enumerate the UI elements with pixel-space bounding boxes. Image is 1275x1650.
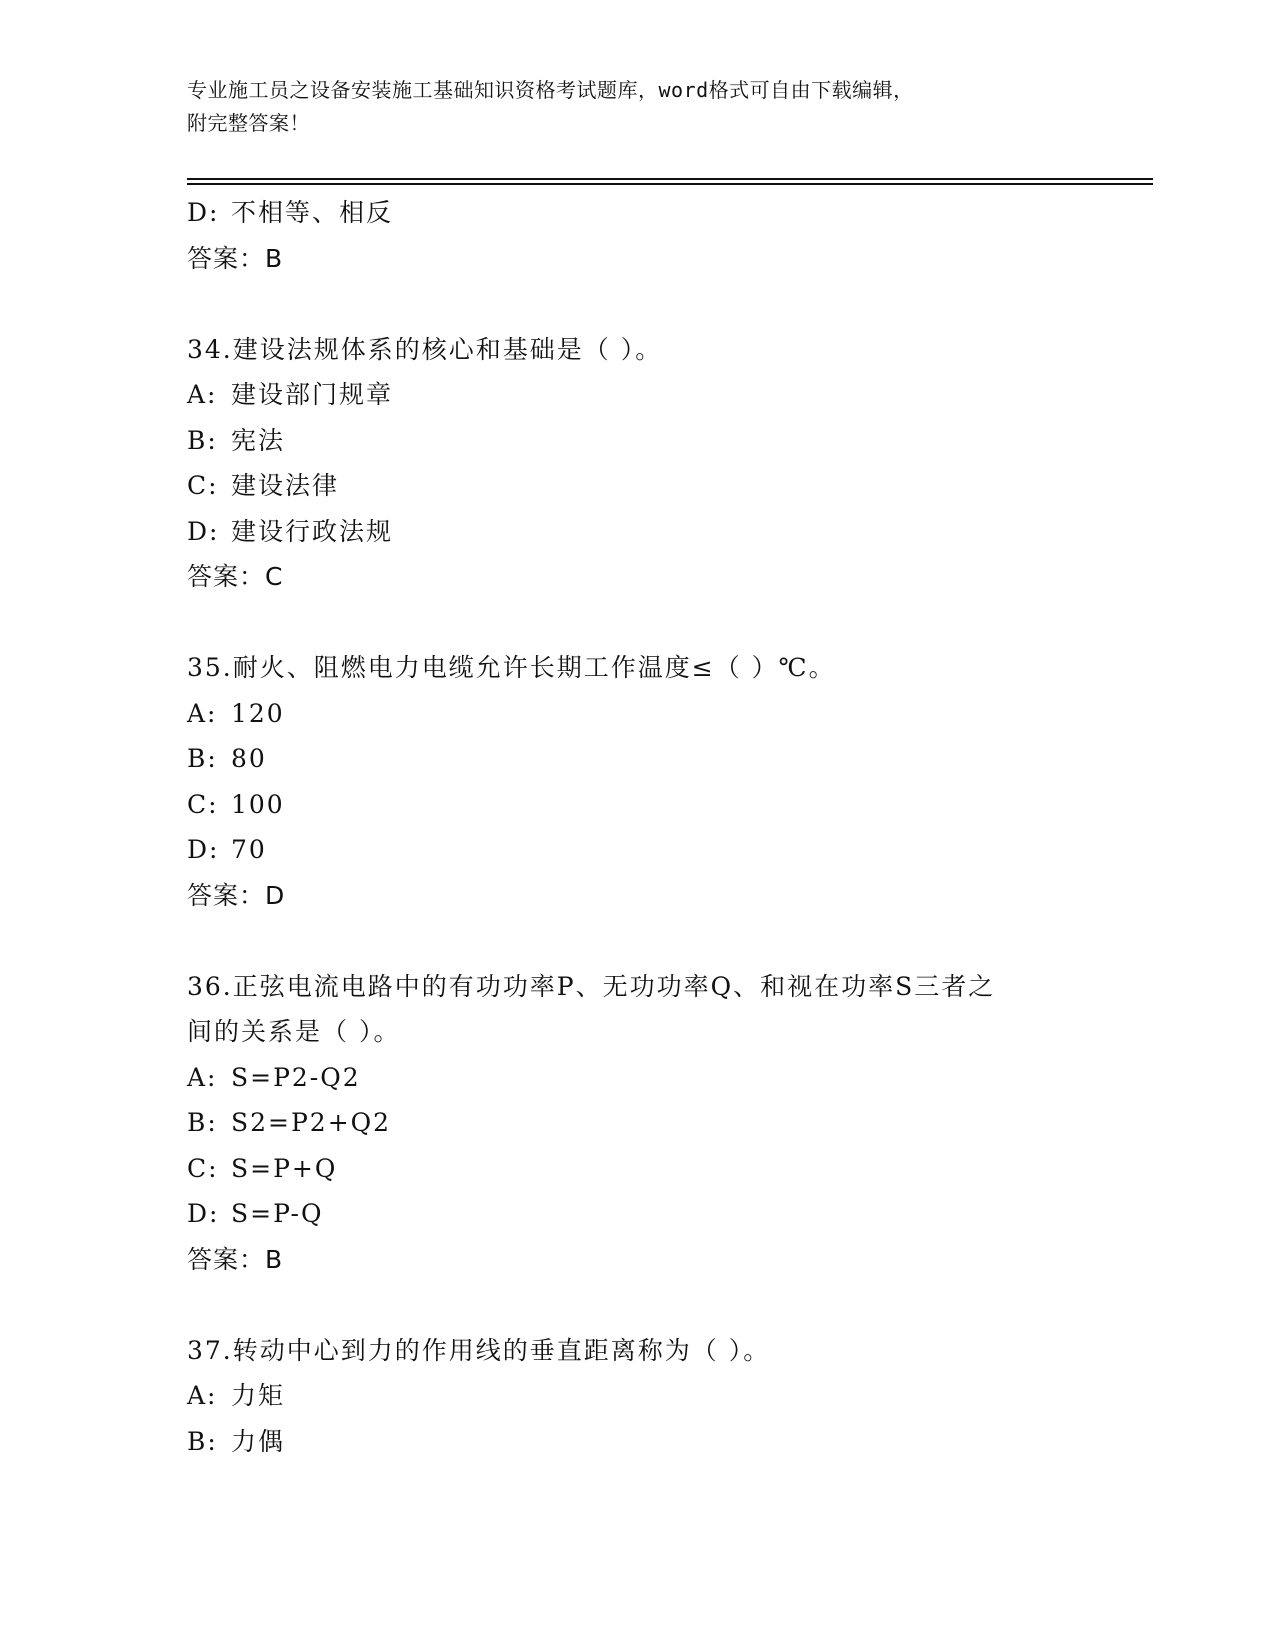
option-line bbox=[187, 782, 1087, 828]
answer-line: 答案：D bbox=[187, 880, 286, 910]
question-stem bbox=[187, 327, 1087, 373]
option-key: A: bbox=[187, 1062, 218, 1092]
option-text: 80 bbox=[231, 744, 267, 773]
option-text: S=P2-Q2 bbox=[231, 1062, 361, 1092]
question-stem bbox=[187, 645, 1087, 691]
option-text: 120 bbox=[231, 698, 285, 728]
answer-line: 答案：B bbox=[187, 243, 284, 273]
option-key: C: bbox=[187, 471, 219, 500]
question-text: 正弦电流电路中的有功功率P、无功功率Q、和视在功率S三者之 bbox=[232, 971, 996, 1001]
option-text: 建设行政法规 bbox=[231, 516, 394, 546]
option-line bbox=[187, 1373, 1087, 1419]
answer-line: 答案：B bbox=[187, 1244, 284, 1274]
option-key: B: bbox=[187, 1108, 218, 1137]
option-text: 建设部门规章 bbox=[231, 380, 394, 409]
option-text: S=P-Q bbox=[231, 1199, 324, 1228]
option-text: 宪法 bbox=[231, 425, 286, 455]
option-line bbox=[187, 827, 1087, 873]
question-number: 35. bbox=[187, 653, 233, 682]
option-line bbox=[187, 463, 1087, 509]
option-text: 力矩 bbox=[231, 1381, 286, 1410]
option-key: D: bbox=[187, 1199, 220, 1228]
option-line bbox=[187, 509, 1087, 555]
option-text: 力偶 bbox=[231, 1426, 286, 1456]
option-line bbox=[187, 1146, 1087, 1192]
question-number: 36. bbox=[187, 971, 233, 1001]
option-line bbox=[187, 1191, 1087, 1237]
option-line bbox=[187, 691, 1087, 737]
spacer bbox=[187, 281, 1087, 327]
header-divider-top bbox=[187, 178, 1153, 180]
option-line bbox=[187, 736, 1087, 782]
spacer bbox=[187, 1282, 1087, 1328]
option-key: A: bbox=[187, 380, 218, 409]
option-text: S=P+Q bbox=[231, 1153, 338, 1183]
option-text: S2=P2+Q2 bbox=[231, 1108, 392, 1137]
option-line bbox=[187, 1055, 1087, 1101]
question-number: 34. bbox=[187, 334, 233, 364]
option-key: C: bbox=[187, 789, 219, 819]
answer-line: 答案：C bbox=[187, 562, 284, 591]
option-key: D: bbox=[187, 516, 220, 546]
option-key: B: bbox=[187, 425, 218, 455]
option-key: B: bbox=[187, 1426, 218, 1456]
spacer bbox=[187, 600, 1087, 646]
option-text: 建设法律 bbox=[231, 471, 340, 500]
header-line-1: 专业施工员之设备安装施工基础知识资格考试题库，word格式可自由下载编辑， bbox=[187, 78, 914, 102]
option-text: 不相等、相反 bbox=[231, 198, 394, 227]
option-text: 70 bbox=[231, 835, 267, 864]
question-text: 转动中心到力的作用线的垂直距离称为（ ）。 bbox=[232, 1335, 771, 1365]
question-stem-continued: 间的关系是（ ）。 bbox=[187, 1017, 401, 1046]
option-line bbox=[187, 372, 1087, 418]
option-key: A: bbox=[187, 1381, 218, 1410]
option-line bbox=[187, 1100, 1087, 1146]
header-divider-bottom bbox=[187, 183, 1153, 185]
option-line bbox=[187, 418, 1087, 464]
spacer bbox=[187, 918, 1087, 964]
document-header bbox=[187, 74, 1067, 140]
option-line bbox=[187, 190, 1087, 236]
option-key: B: bbox=[187, 744, 218, 773]
document-body bbox=[187, 190, 1087, 1464]
question-stem bbox=[187, 1328, 1087, 1374]
option-key: D: bbox=[187, 835, 220, 864]
option-text: 100 bbox=[231, 789, 285, 819]
option-key: A: bbox=[187, 698, 218, 728]
question-stem bbox=[187, 964, 1087, 1010]
header-line-2: 附完整答案！ bbox=[187, 111, 310, 135]
option-key: C: bbox=[187, 1153, 219, 1183]
question-text: 耐火、阻燃电力电缆允许长期工作温度≤（ ）℃。 bbox=[232, 653, 836, 682]
question-text: 建设法规体系的核心和基础是（ ）。 bbox=[232, 334, 663, 364]
option-key: D: bbox=[187, 198, 220, 227]
question-number: 37. bbox=[187, 1335, 233, 1365]
option-line bbox=[187, 1419, 1087, 1465]
